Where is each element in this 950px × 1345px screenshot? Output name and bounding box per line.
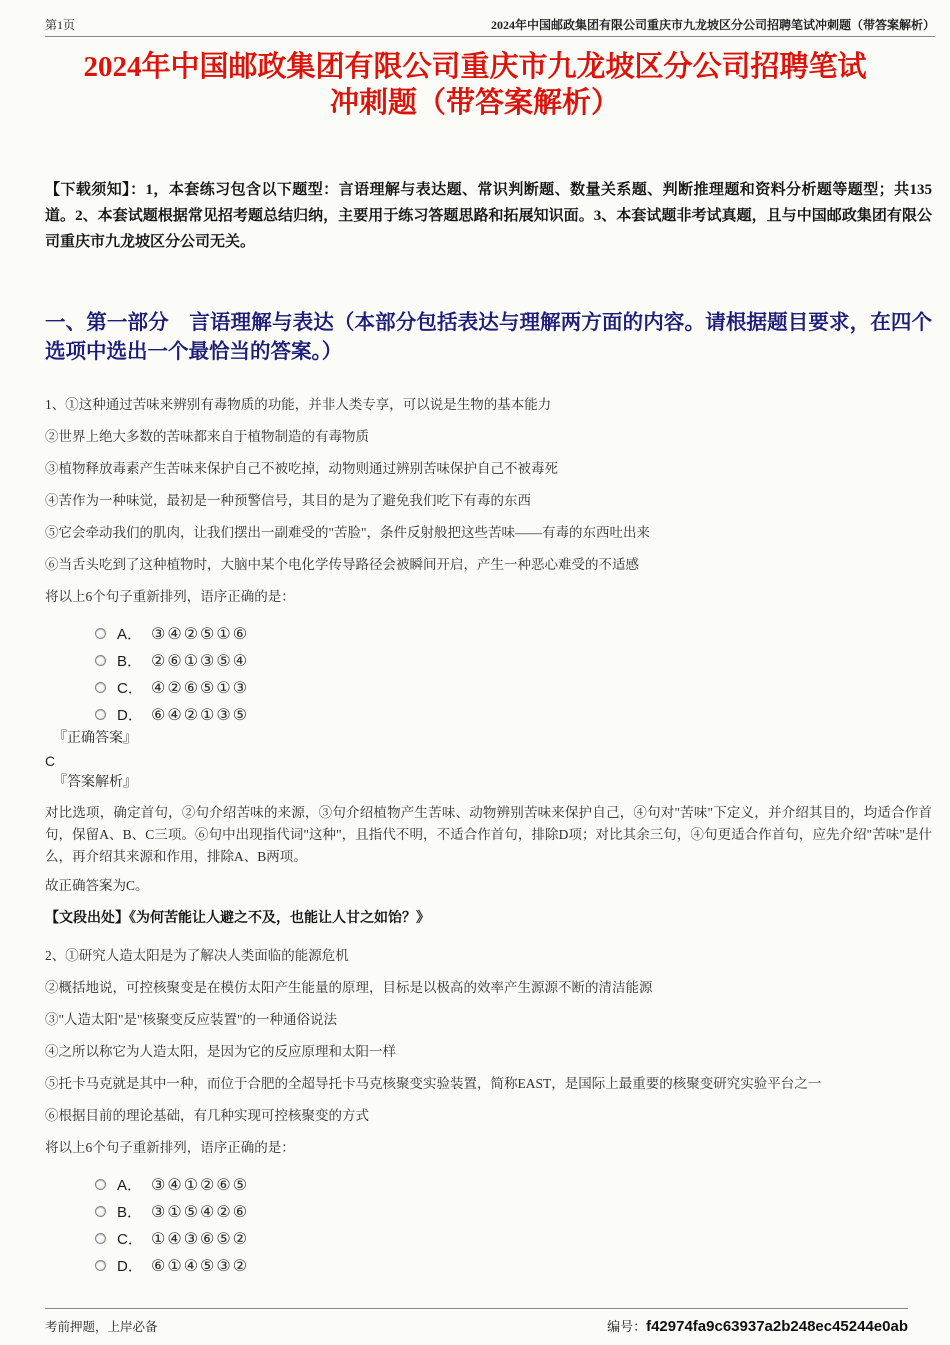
option-row [45,674,932,701]
option-radio[interactable] [95,655,106,666]
option-radio[interactable] [95,1206,106,1217]
option-label: D． [117,1258,143,1275]
question-2-options [45,1171,932,1279]
analysis-conclusion: 故正确答案为C。 [45,878,149,893]
question-statement: ④之所以称它为人造太阳，是因为它的反应原理和太阳一样 [45,1044,396,1059]
option-sequence: ④②⑥⑤①③ [151,679,250,697]
question-statement: ③植物释放毒素产生苦味来保护自己不被吃掉，动物则通过辨别苦味保护自己不被毒死 [45,461,558,476]
option-sequence: ⑥①④⑤③② [151,1257,250,1275]
question-block-2 [45,940,932,1279]
doc-code-label: 编号： [607,1319,647,1334]
question-statement: ⑥根据目前的理论基础，有几种实现可控核聚变的方式 [45,1108,369,1123]
question-statement: ⑤它会牵动我们的肌肉，让我们摆出一副难受的"苦脸"，条件反射般把这些苦味——有毒的东西吐出来 [45,525,651,540]
download-notice: 【下载须知】：1，本套练习包含以下题型：言语理解与表达题、常识判断题、数量关系题、判断推理题和资料分析题等题型；共135道。2、本套试题根据常见招考题总结归纳，主要用于练习答题思路和拓展知识面。3、本套试题非考试真题，且与中国邮政集团有限公司重庆市九龙坡区分公司无关。 [45,182,932,250]
option-label: A． [117,1177,143,1194]
analysis-label: 『答案解析』 [53,775,137,790]
option-radio[interactable] [95,1233,106,1244]
question-statement: ②概括地说，可控核聚变是在模仿太阳产生能量的原理，目标是以极高的效率产生源源不断的清洁能源 [45,980,653,995]
option-sequence: ②⑥①③⑤④ [151,652,250,670]
option-radio[interactable] [95,628,106,639]
option-sequence: ③①⑤④②⑥ [151,1203,250,1221]
option-row [45,701,932,728]
doc-code [607,1316,908,1335]
question-statement: 2、①研究人造太阳是为了解决人类面临的能源危机 [45,948,349,963]
option-row [45,647,932,674]
correct-answer-label: 『正确答案』 [53,731,137,746]
question-statement: 1、①这种通过苦味来辨别有毒物质的功能，并非人类专享，可以说是生物的基本能力 [45,397,552,412]
option-label: B． [117,1204,143,1221]
option-label: A． [117,626,143,643]
question-statement: ②世界上绝大多数的苦味都来自于植物制造的有毒物质 [45,429,369,444]
doc-code-value: f42974fa9c63937a2b248ec45244e0ab [646,1318,908,1335]
option-radio[interactable] [95,682,106,693]
footer-slogan: 考前押题，上岸必备 [45,1320,158,1334]
question-statement: ⑤托卡马克就是其中一种，而位于合肥的全超导托卡马克核聚变实验装置，简称EAST，是国际上最重要的核聚变研究实验平台之一 [45,1076,822,1091]
page-number: 第1页 [45,18,76,32]
option-row [45,1171,932,1198]
question-block-1 [45,389,932,728]
title-line-1: 2024年中国邮政集团有限公司重庆市九龙坡区分公司招聘笔试 [83,51,867,83]
page-footer [45,1308,908,1335]
option-sequence: ③④①②⑥⑤ [151,1176,250,1194]
correct-answer-value: C [45,753,56,769]
question-statement: ⑥当舌头吃到了这种植物时，大脑中某个电化学传导路径会被瞬间开启，产生一种恶心难受的不适感 [45,557,639,572]
answer-block-1 [45,728,932,930]
option-sequence: ③④②⑤①⑥ [151,625,250,643]
header-doc-title: 2024年中国邮政集团有限公司重庆市九龙坡区分公司招聘笔试冲刺题（带答案解析） [490,18,935,32]
passage-source: 【文段出处】《为何苦能让人避之不及，也能让人甘之如饴？》 [45,911,430,926]
option-radio[interactable] [95,709,106,720]
section-heading: 一、第一部分 言语理解与表达（本部分包括表达与理解两方面的内容。请根据题目要求，在四个选项中选出一个最恰当的答案。） [45,312,932,363]
option-row [45,620,932,647]
option-row [45,1198,932,1225]
question-statement: ④苦作为一种味觉，最初是一种预警信号，其目的是为了避免我们吃下有毒的东西 [45,493,531,508]
option-label: D． [117,707,143,724]
title-line-2: 冲刺题（带答案解析） [329,87,620,119]
question-prompt: 将以上6个句子重新排列，语序正确的是： [45,1140,295,1155]
option-radio[interactable] [95,1260,106,1271]
option-sequence: ①④③⑥⑤② [151,1230,250,1248]
option-sequence: ⑥④②①③⑤ [151,706,250,724]
document-title [0,49,950,121]
analysis-text: 对比选项，确定首句，②句介绍苦味的来源，③句介绍植物产生苦味、动物辨别苦味来保护自己，④句对"苦味"下定义，并介绍其目的，均适合作首句，保留A、B、C三项。⑥句中出现指代词"这种"，且指代不明，不适合作首句，排除D项；对比其余三句，④句更适合作首句，应先介绍"苦味"是什么，再介绍其来源和作用，排除A、B两项。 [45,805,932,864]
option-row [45,1252,932,1279]
question-1-options [45,620,932,728]
option-radio[interactable] [95,1179,106,1190]
question-prompt: 将以上6个句子重新排列，语序正确的是： [45,589,295,604]
option-label: C． [117,1231,143,1248]
question-statement: ③"人造太阳"是"核聚变反应装置"的一种通俗说法 [45,1012,338,1027]
option-label: B． [117,653,143,670]
page-header [45,16,935,37]
option-row [45,1225,932,1252]
option-label: C． [117,680,143,697]
